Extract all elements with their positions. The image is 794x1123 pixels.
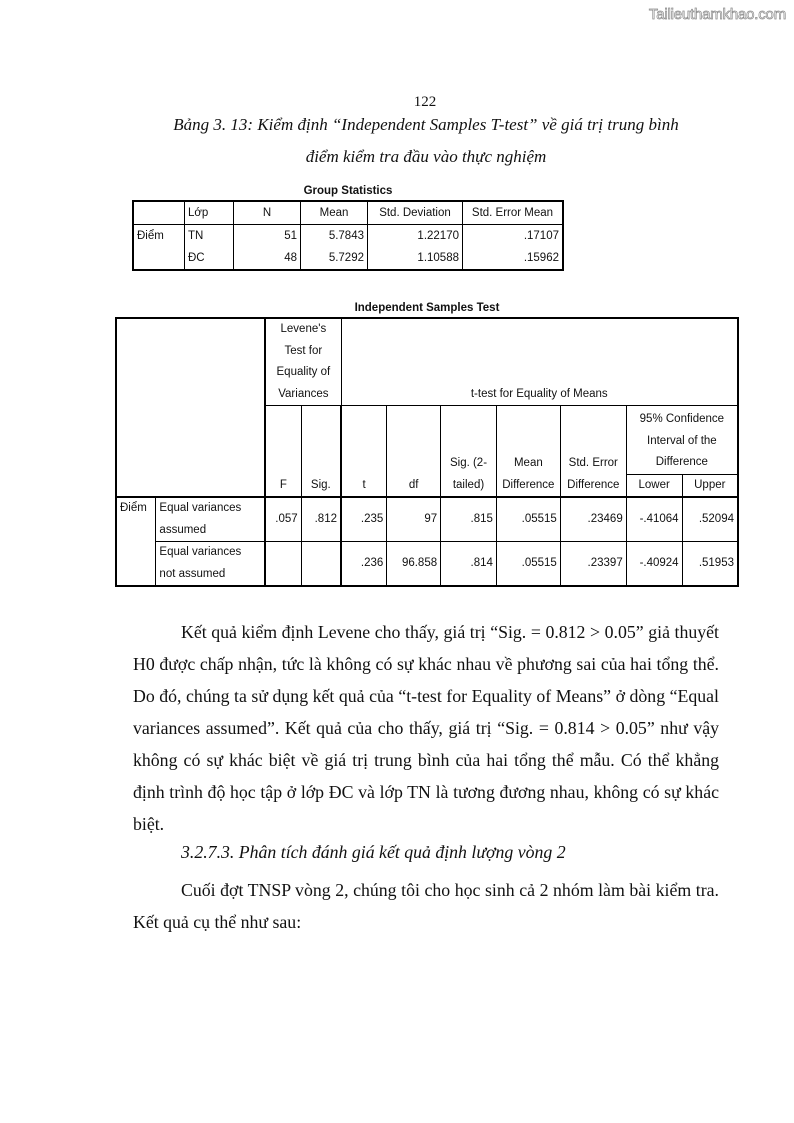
ind-test-title: Independent Samples Test — [354, 302, 500, 314]
ist-std-err-diff: .23469 — [560, 497, 626, 542]
levene-header: Levene's Test for Equality of Variances — [265, 318, 341, 406]
col-df: df — [387, 406, 441, 498]
gs-header-se: Std. Error Mean — [463, 201, 564, 225]
col-upper: Upper — [682, 474, 738, 497]
ist-sig2: .814 — [441, 542, 497, 587]
ist-upper: .51953 — [682, 542, 738, 587]
gs-class: TN — [185, 225, 234, 248]
gs-header-n: N — [234, 201, 301, 225]
table-row — [133, 225, 563, 248]
gs-sd: 1.10588 — [368, 247, 463, 270]
ist-row-name: Equal variances assumed — [156, 497, 265, 542]
watermark: Tailieuthamkhao.com — [648, 6, 786, 23]
ist-row-name: Equal variances not assumed — [156, 542, 265, 587]
gs-row-label: Điểm — [133, 225, 185, 248]
group-stats-title: Group Statistics — [303, 185, 393, 197]
col-f: F — [265, 406, 301, 498]
gs-se: .15962 — [463, 247, 564, 270]
ind-test-table — [115, 317, 739, 587]
ist-sig — [301, 542, 341, 587]
ttest-header: t-test for Equality of Means — [341, 318, 738, 406]
col-std-err-diff: Std. Error Difference — [560, 406, 626, 498]
gs-mean: 5.7843 — [301, 225, 368, 248]
group-stats-table — [132, 200, 564, 271]
gs-header-sd: Std. Deviation — [368, 201, 463, 225]
gs-n: 51 — [234, 225, 301, 248]
paragraph-levene-result: Kết quả kiểm định Levene cho thấy, giá trị “Sig. = 0.812 > 0.05” giả thuyết H0 được chấp nhận, tức là không có sự khác nhau về phương sai của hai tổng thể. Do đó, chúng ta sử dụng kết quả của “t-test for Equality of Means” ở dòng “Equal variances assumed”. Kết quả của cho thấy, giá trị “Sig. = 0.814 > 0.05” như vậy không có sự khác biệt về giá trị trung bình của hai tổng thể mẫu. Có thể khẳng định trình độ học tập ở lớp ĐC và lớp TN là tương đương nhau, không có sự khác biệt. — [133, 622, 719, 834]
ist-sig: .812 — [301, 497, 341, 542]
gs-mean: 5.7292 — [301, 247, 368, 270]
ist-lower: -.40924 — [626, 542, 682, 587]
ist-mean-diff: .05515 — [496, 497, 560, 542]
table-row — [133, 247, 563, 270]
ist-t: .235 — [341, 497, 387, 542]
ist-row-label: Điểm — [116, 497, 156, 586]
ist-std-err-diff: .23397 — [560, 542, 626, 587]
ist-f: .057 — [265, 497, 301, 542]
ist-sig2: .815 — [441, 497, 497, 542]
table-caption-line-1: Bảng 3. 13: Kiểm định “Independent Samples T-test” về giá trị trung bình — [173, 115, 679, 134]
col-sig2: Sig. (2- tailed) — [441, 406, 497, 498]
ist-f — [265, 542, 301, 587]
subheading: 3.2.7.3. Phân tích đánh giá kết quả định lượng vòng 2 — [181, 842, 566, 862]
paragraph-round-2: Cuối đợt TNSP vòng 2, chúng tôi cho học sinh cả 2 nhóm làm bài kiểm tra. Kết quả cụ thể như sau: — [133, 880, 719, 932]
gs-se: .17107 — [463, 225, 564, 248]
col-t: t — [341, 406, 387, 498]
col-lower: Lower — [626, 474, 682, 497]
gs-class: ĐC — [185, 247, 234, 270]
gs-sd: 1.22170 — [368, 225, 463, 248]
gs-header-mean: Mean — [301, 201, 368, 225]
gs-n: 48 — [234, 247, 301, 270]
ist-mean-diff: .05515 — [496, 542, 560, 587]
gs-header-class: Lớp — [185, 201, 234, 225]
ist-df: 97 — [387, 497, 441, 542]
col-mean-diff: Mean Difference — [496, 406, 560, 498]
table-caption-line-2: điểm kiểm tra đầu vào thực nghiệm — [305, 147, 547, 166]
ist-df: 96.858 — [387, 542, 441, 587]
ist-t: .236 — [341, 542, 387, 587]
table-row — [116, 497, 738, 542]
page-number: 122 — [413, 94, 437, 110]
ist-lower: -.41064 — [626, 497, 682, 542]
ci-header: 95% Confidence Interval of the Difference — [626, 406, 738, 475]
table-row — [116, 542, 738, 587]
col-sig: Sig. — [301, 406, 341, 498]
ist-upper: .52094 — [682, 497, 738, 542]
